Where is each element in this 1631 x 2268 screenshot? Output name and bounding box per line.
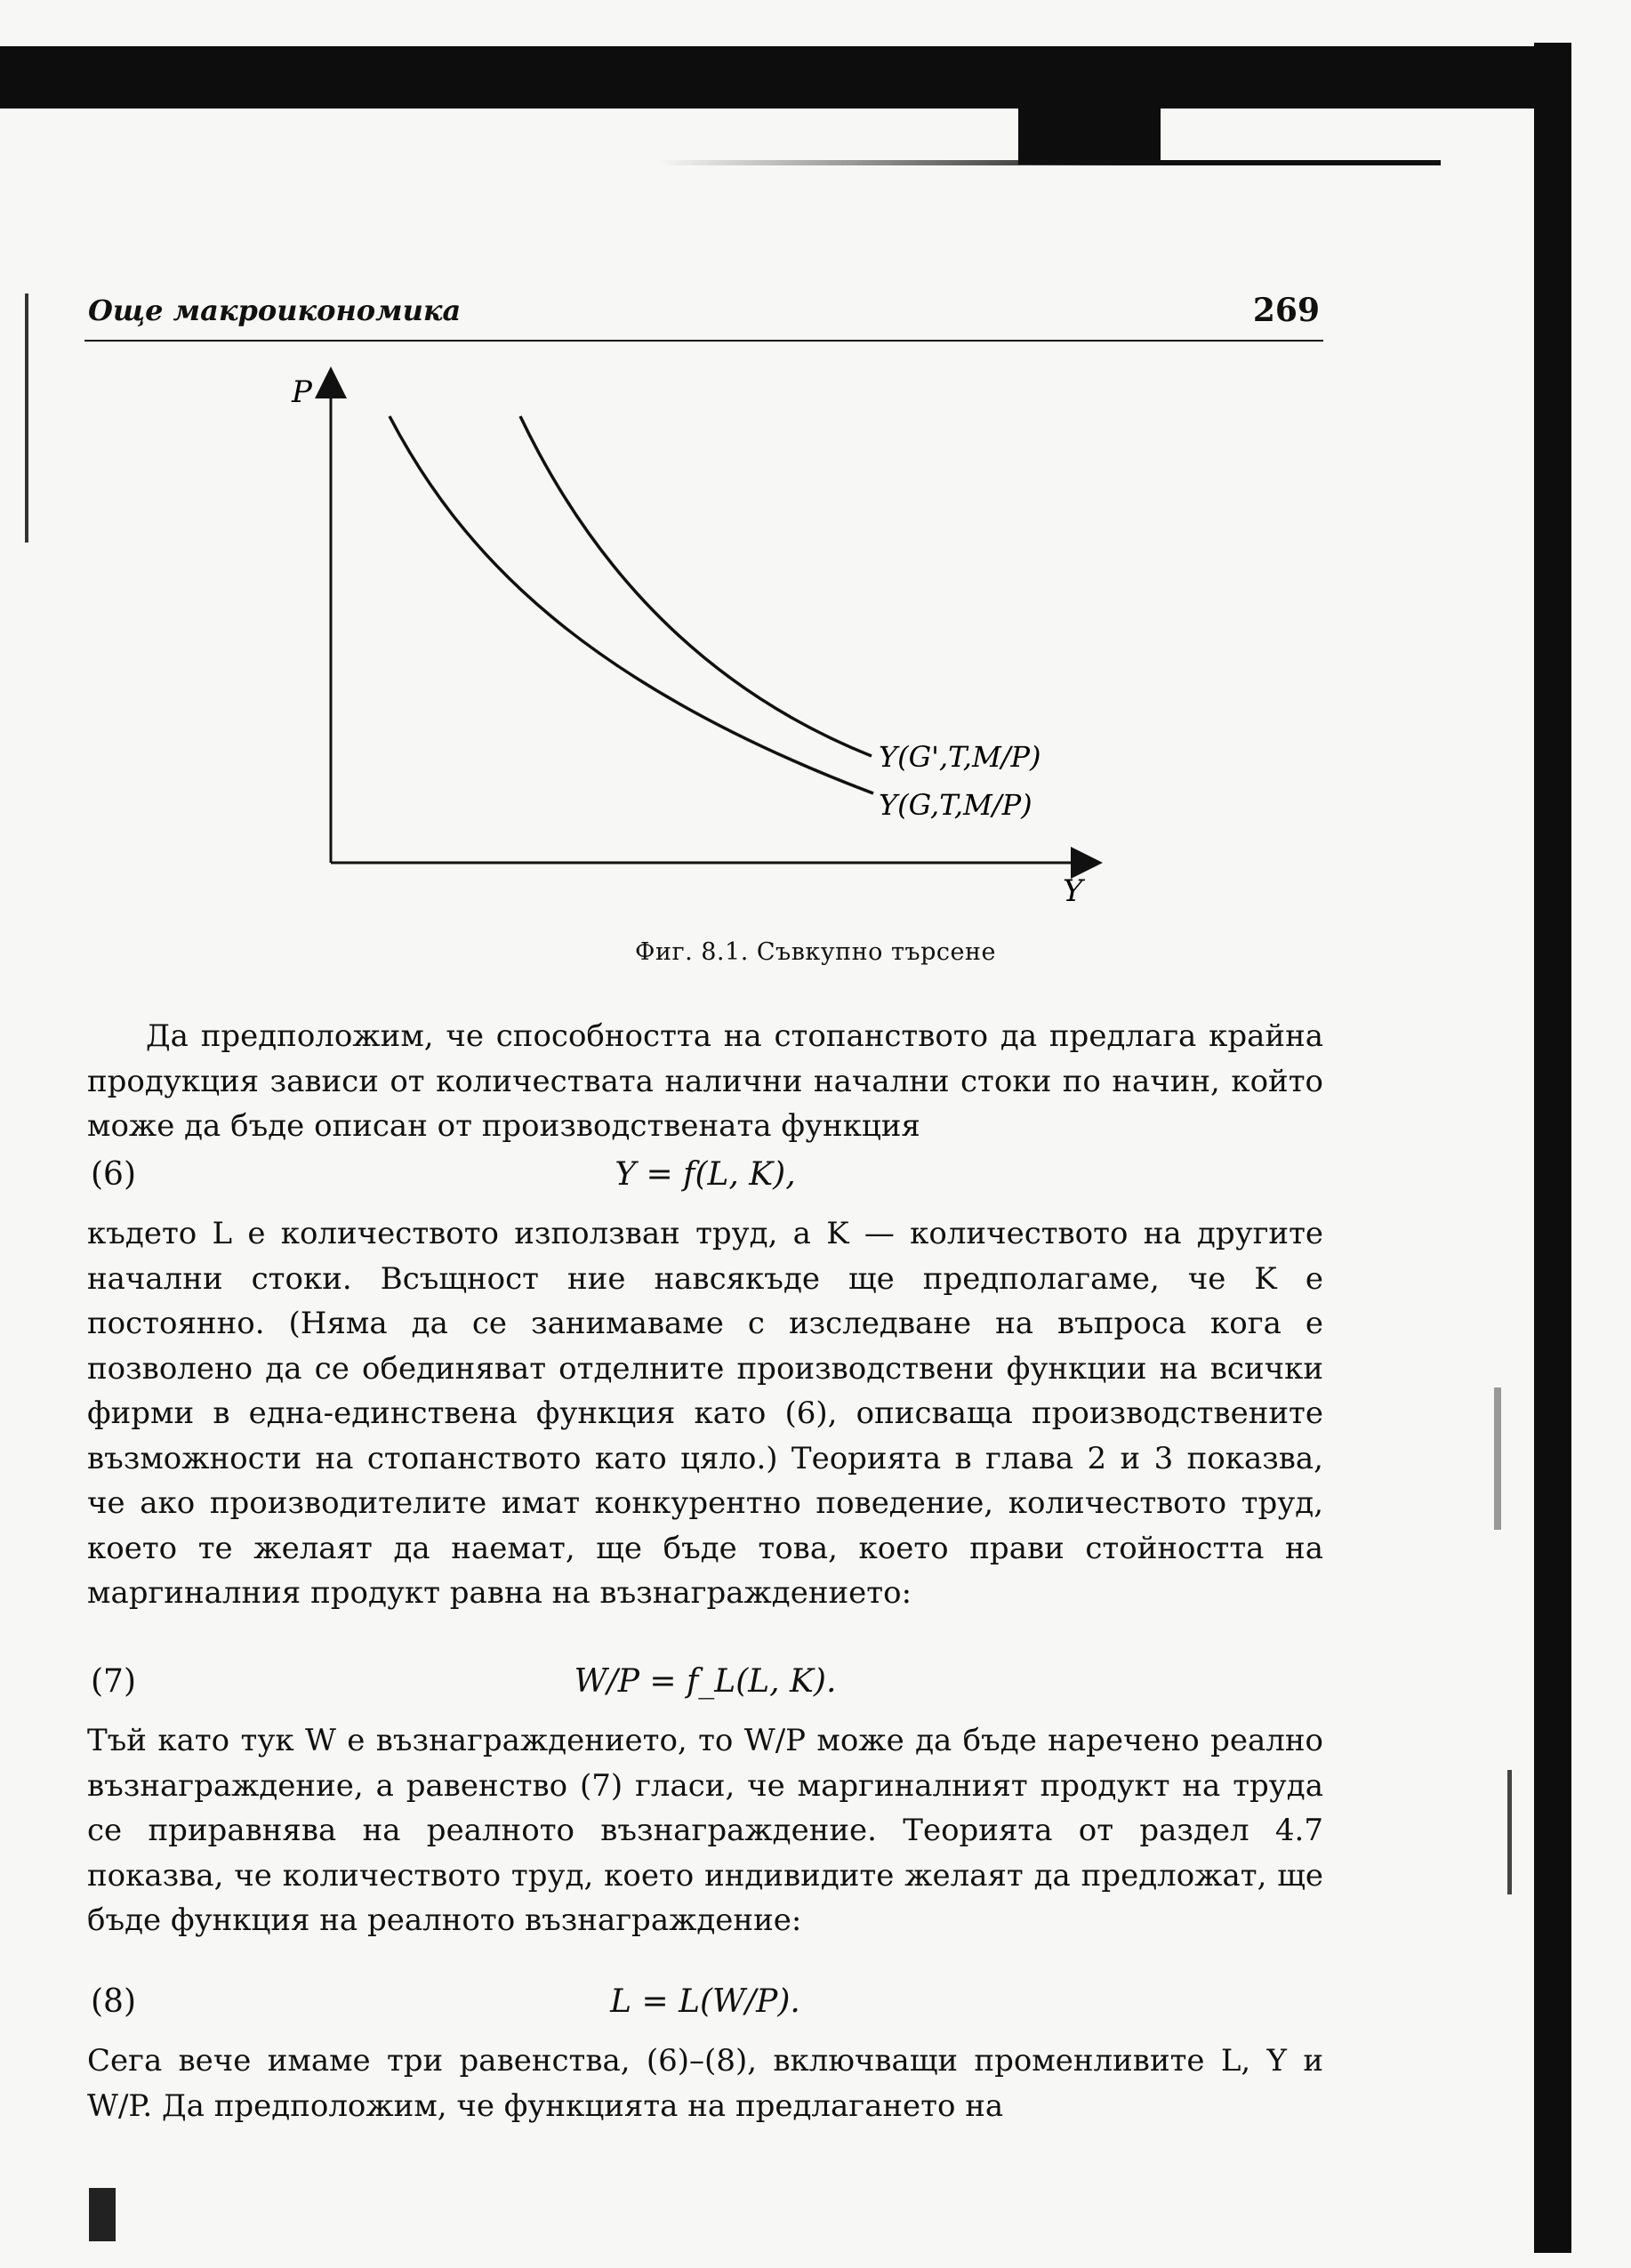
paragraph-1 — [87, 1014, 1323, 1149]
scan-border-top — [0, 46, 1534, 109]
scan-mark-bottom — [89, 2188, 116, 2241]
aggregate-demand-figure — [267, 365, 1138, 952]
equation-6-formula: Y = f(L, K), — [615, 1156, 796, 1193]
equation-8-formula: L = L(W/P). — [610, 1983, 800, 2020]
equation-6-number: (6) — [91, 1156, 136, 1193]
scan-smudge — [658, 160, 1441, 165]
page-header — [84, 294, 1323, 342]
paragraph-3-text: Тъй като тук W е възнаграждението, то W/P може да бъде наречено реално възнаграждение, а равенство (7) гласи, че маргиналният продукт на труда се приравнява на реалното възнаграждение. Теорията от раздел 4.7 показва, че количеството труд, което индивидите желаят да предложат, ще бъде функция на реалното възнаграждение: — [87, 1723, 1323, 1938]
scan-edge-left — [25, 294, 28, 543]
scan-border-right — [1534, 43, 1571, 2253]
scan-mark-right-2 — [1507, 1770, 1512, 1894]
paragraph-2-text: където L е количеството използван труд, а K — количеството на другите начални стоки. Всъщност ние навсякъде ще предполагаме, че K е постоянно. (Няма да се занимаваме с изследване на въпроса кога е позволено да се обединяват отделните производствени функции на всички фирми в една-единствена функция като (6), описваща производствените възможности на стопанството като цяло.) Теорията в глава 2 и 3 показва, че ако производителите имат конкурентно поведение, количеството труд, което те желаят да наемат, ще бъде това, което прави стойността на маргиналния продукт равна на възнаграждението: — [87, 1216, 1323, 1611]
equation-8-number: (8) — [91, 1983, 136, 2020]
equation-7 — [87, 1663, 1323, 1708]
scan-tab-mark — [1018, 102, 1161, 165]
paragraph-4 — [87, 2039, 1323, 2128]
curve-label-g: Y(G,T,M/P) — [879, 788, 1032, 822]
figure-caption: Фиг. 8.1. Съвкупно търсене — [635, 938, 996, 966]
paragraph-3 — [87, 1718, 1323, 1943]
page-number: 269 — [1252, 292, 1320, 329]
paragraph-2 — [87, 1211, 1323, 1616]
x-axis-label: Y — [1063, 873, 1083, 909]
curve-label-g-prime: Y(G',T,M/P) — [879, 740, 1041, 774]
equation-7-formula: W/P = f_L(L, K). — [574, 1663, 837, 1700]
equation-7-number: (7) — [91, 1663, 136, 1700]
paragraph-1-text: Да предположим, че способността на стопанството да предлага крайна продукция зависи от количествата налични начални стоки по начин, който може да бъде описан от производствената функция — [87, 1018, 1323, 1144]
running-title: Още макроикономика — [88, 294, 462, 327]
equation-6 — [87, 1156, 1323, 1201]
demand-curve-g — [390, 416, 873, 793]
demand-curve-g-prime — [520, 416, 872, 756]
equation-8 — [87, 1983, 1323, 2028]
scan-mark-right-1 — [1494, 1387, 1501, 1530]
paragraph-4-text: Сега вече имаме три равенства, (6)–(8), включващи променливите L, Y и W/P. Да предположим, че функцията на предлагането на — [87, 2043, 1323, 2124]
y-axis-label: P — [292, 374, 312, 410]
